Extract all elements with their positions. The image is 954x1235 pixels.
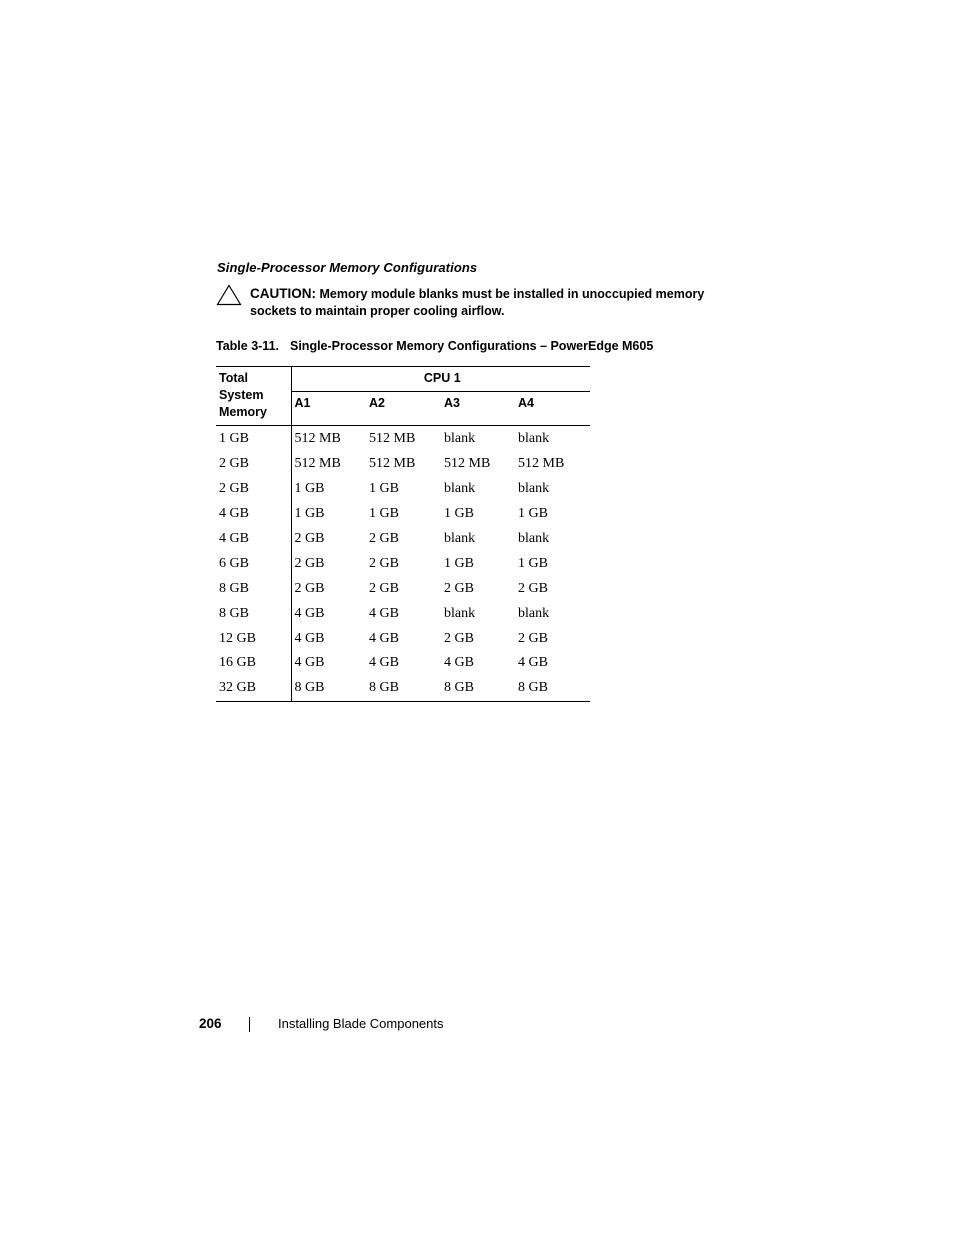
cell-slot-a1: 1 GB [294,481,325,497]
cell-slot-a4: blank [518,481,550,497]
cell-slot-a3: 1 GB [444,555,474,571]
footer-separator [249,1017,250,1032]
cell-slot-a4: blank [518,531,550,546]
cell-slot-a2: 1 GB [369,481,399,497]
cell-slot-a1: 2 GB [294,580,325,596]
cell-slot-a3: 1 GB [444,506,474,522]
table-row [216,651,590,676]
cell-slot-a1: 8 GB [291,676,366,701]
section-heading: Single-Processor Memory Configurations [217,260,478,275]
table-body [216,426,590,702]
cell-slot-a2: 4 GB [369,630,399,646]
cell-total-memory: 12 GB [216,626,291,651]
cell-slot-a3: blank [444,605,476,621]
cell-slot-a4: 2 GB [518,630,548,646]
caution-message: Memory module blanks must be installed in unoccupied memory sockets to maintain proper cooling airflow. [250,287,705,318]
table-caption-title: Single-Processor Memory Configurations – PowerEdge M605 [290,339,654,353]
table-caption [216,339,653,353]
cell-slot-a1: 4 GB [294,605,325,621]
header-slot-a4: A4 [515,392,590,426]
table-row [216,626,590,651]
cell-slot-a4: blank [518,605,550,621]
cell-slot-a2: 4 GB [369,605,399,621]
cell-slot-a1: 4 GB [294,630,325,646]
table-caption-number: Table 3-11. [216,339,279,353]
cell-slot-a2: 8 GB [366,676,441,701]
cell-slot-a3: 2 GB [444,630,474,646]
header-total-system-memory: Total System Memory [216,367,291,426]
cell-slot-a2: 2 GB [369,531,399,546]
cell-slot-a1: 512 MB [294,431,341,447]
cell-slot-a4: 512 MB [518,456,565,472]
table-row [216,551,590,576]
cell-slot-a3: 512 MB [444,456,491,472]
header-slot-a3: A3 [441,392,515,426]
cell-slot-a3: blank [444,431,476,447]
cell-slot-a2: 1 GB [369,506,399,522]
cell-slot-a1: 512 MB [294,456,341,472]
header-slot-a2: A2 [366,392,441,426]
table-row [216,426,590,452]
caution-label: CAUTION: [250,286,316,301]
header-slot-a1: A1 [291,392,366,426]
cell-slot-a3: blank [444,531,476,546]
cell-slot-a2: 512 MB [369,456,416,472]
cell-slot-a3: blank [444,481,476,497]
cell-slot-a4: blank [518,431,550,447]
cell-slot-a4: 4 GB [518,655,548,671]
memory-configuration-table [216,366,590,702]
cell-slot-a2: 4 GB [369,655,399,671]
caution-triangle-icon [216,284,242,306]
table-row [216,676,590,701]
cell-slot-a2: 512 MB [369,431,416,447]
cell-total-memory: 8 GB [216,601,291,626]
cell-total-memory: 32 GB [216,676,291,701]
header-cpu: CPU 1 [291,367,590,392]
cell-slot-a2: 2 GB [369,555,399,571]
cell-slot-a3: 2 GB [444,580,474,596]
cell-total-memory: 2 GB [216,452,291,477]
cell-slot-a1: 2 GB [294,531,325,546]
caution-notice [250,285,710,320]
table-row [216,576,590,601]
cell-slot-a3: 4 GB [444,655,474,671]
cell-slot-a4: 1 GB [518,555,548,571]
table-row [216,601,590,626]
cell-slot-a4: 8 GB [515,676,590,701]
cell-slot-a1: 1 GB [294,506,325,522]
table-row [216,527,590,552]
cell-total-memory: 4 GB [216,527,291,552]
cell-slot-a1: 2 GB [294,555,325,571]
cell-slot-a4: 2 GB [518,580,548,596]
cell-total-memory: 8 GB [216,576,291,601]
table-row [216,477,590,502]
cell-total-memory: 1 GB [216,426,291,452]
cell-slot-a4: 1 GB [518,506,548,522]
page-number: 206 [199,1016,222,1031]
table-row [216,452,590,477]
footer-chapter-title: Installing Blade Components [278,1016,444,1031]
cell-total-memory: 16 GB [216,651,291,676]
cell-total-memory: 4 GB [216,502,291,527]
table-header-row [216,367,590,392]
cell-slot-a1: 4 GB [294,655,325,671]
cell-total-memory: 6 GB [216,551,291,576]
cell-slot-a2: 2 GB [369,580,399,596]
cell-total-memory: 2 GB [216,477,291,502]
table-row [216,502,590,527]
cell-slot-a3: 8 GB [441,676,515,701]
